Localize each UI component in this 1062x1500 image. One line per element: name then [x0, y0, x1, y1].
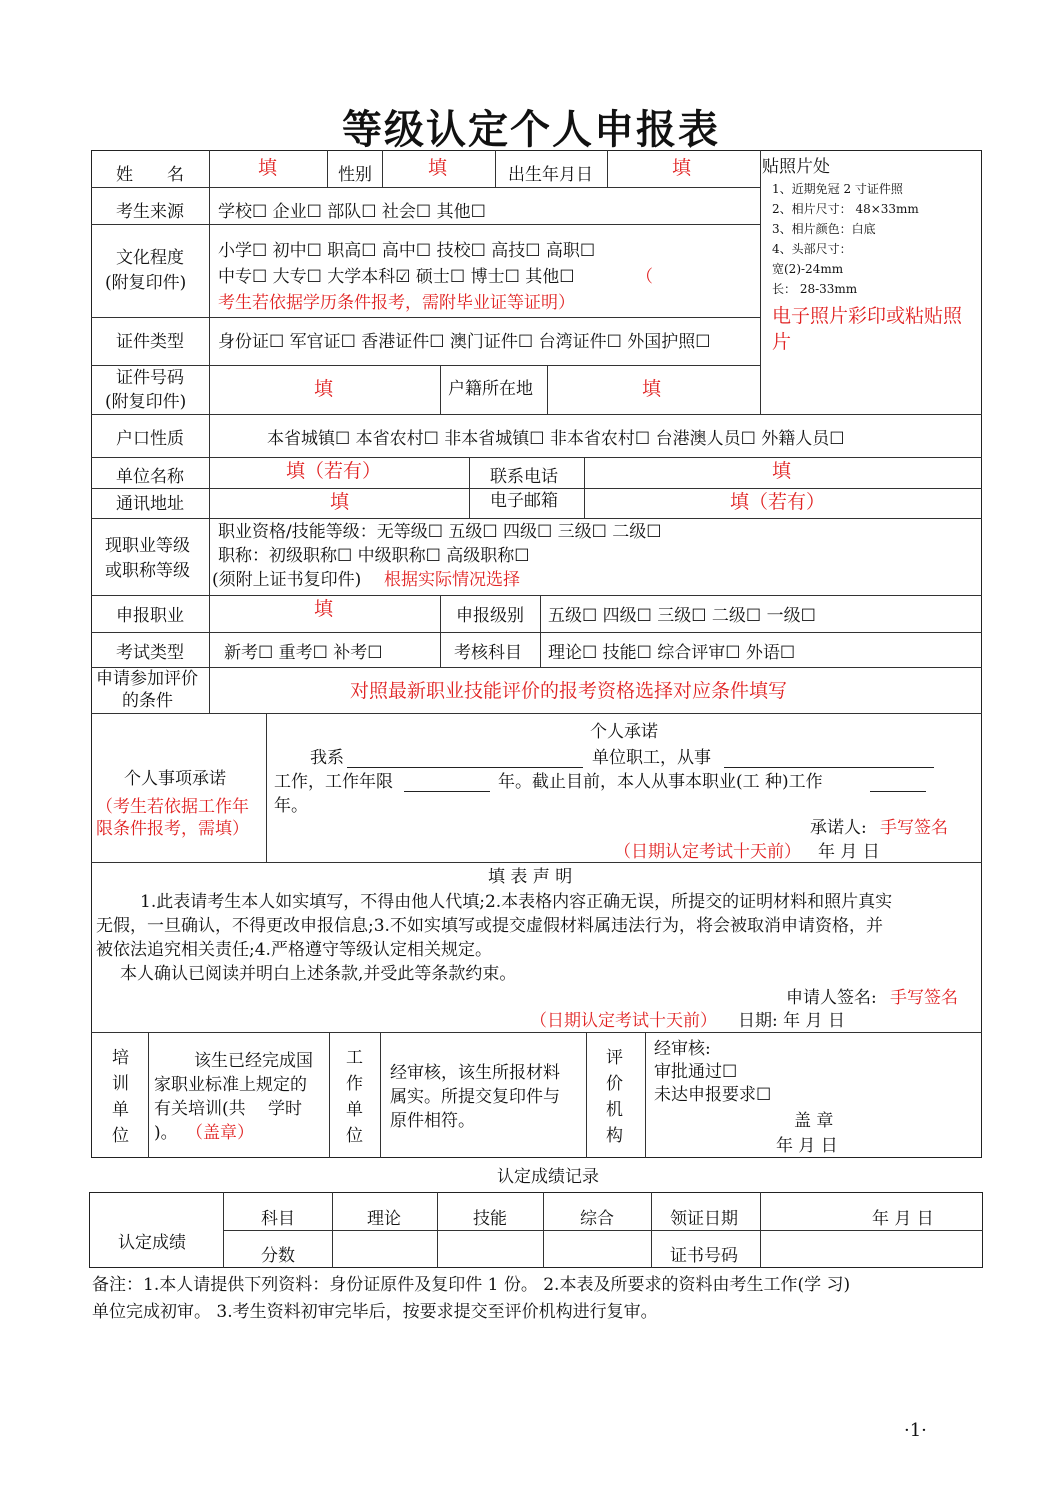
promise-note-2: 限条件报考，需填）	[96, 819, 249, 839]
promise-text-5: 年。	[274, 796, 308, 816]
photo-line-5: 宽(2)-24mm	[772, 262, 844, 276]
email-field[interactable]: 填（若有）	[730, 491, 826, 513]
eval-date: 年 月 日	[776, 1136, 838, 1156]
level-label-2: 或职称等级	[105, 561, 190, 581]
photo-line-1: 1、近期免冠 2 寸证件照	[772, 182, 903, 196]
education-options-1[interactable]: 小学☐ 初中☐ 职高☐ 高中☐ 技校☐ 高技☐ 高职☐	[218, 241, 596, 261]
exam-subject-label: 考核科目	[454, 643, 522, 663]
condition-field[interactable]: 对照最新职业技能评价的报考资格选择对应条件填写	[350, 680, 788, 702]
promise-sign[interactable]: 手写签名	[880, 818, 948, 838]
promise-unit-blank[interactable]	[347, 767, 583, 768]
gender-field[interactable]: 填	[428, 157, 448, 179]
declaration-line-3: 被依法追究相关责任;4.严格遵守等级认定相关规定。	[96, 940, 492, 960]
promise-years-blank[interactable]	[404, 791, 490, 792]
name-field[interactable]: 填	[258, 157, 278, 179]
apply-level-options[interactable]: 五级☐ 四级☐ 三级☐ 二级☐ 一级☐	[548, 606, 816, 626]
exam-type-options[interactable]: 新考☐ 重考☐ 补考☐	[224, 643, 383, 663]
applicant-date-note: （日期认定考试十天前）	[530, 1011, 717, 1031]
train-text-2: 家职业标准上规定的	[154, 1075, 307, 1095]
promise-work-years-blank[interactable]	[870, 791, 926, 792]
condition-label: 申请参加评价	[96, 669, 198, 689]
hukou-type-options[interactable]: 本省城镇☐ 本省农村☐ 非本省城镇☐ 非本省农村☐ 台港澳人员☐ 外籍人员☐	[267, 429, 845, 449]
phone-label: 联系电话	[490, 467, 558, 487]
photo-note: 电子照片彩印或粘贴照片	[772, 305, 963, 353]
record-cert-date-value[interactable]: 年 月 日	[872, 1209, 934, 1229]
name-label: 姓 名	[116, 165, 184, 185]
train-text-3: 有关培训(共 学时	[154, 1099, 303, 1119]
record-cert-no-label: 证书号码	[670, 1246, 738, 1266]
train-text-4: )。	[154, 1123, 178, 1143]
eval-rejected-checkbox[interactable]: 未达申报要求☐	[654, 1085, 772, 1105]
promise-label: 个人事项承诺	[124, 769, 226, 789]
promise-date-note: （日期认定考试十天前）	[614, 842, 801, 862]
record-header-skill: 技能	[473, 1209, 507, 1229]
promise-note: （考生若依据工作年	[96, 797, 249, 817]
id-no-label-2: (附复印件)	[105, 392, 187, 412]
remark-line-1: 备注：1.本人请提供下列资料：身份证原件及复印件 1 份。 2.本表及所要求的资料由考生工作(学 习)	[92, 1275, 851, 1295]
apply-level-label: 申报级别	[456, 606, 524, 626]
record-label: 认定成绩	[118, 1233, 186, 1253]
eval-text-1: 经审核:	[654, 1039, 711, 1059]
education-note-open: （	[636, 267, 653, 287]
record-header-theory: 理论	[367, 1209, 401, 1229]
train-unit-label-3: 单	[112, 1100, 129, 1120]
promise-date[interactable]: 年 月 日	[818, 842, 880, 862]
work-unit-label-2: 作	[346, 1074, 363, 1094]
education-options-2[interactable]: 中专☐ 大专☐ 大学本科☑ 硕士☐ 博士☐ 其他☐	[218, 267, 575, 287]
unit-field[interactable]: 填（若有）	[286, 460, 382, 482]
level-note-red: 根据实际情况选择	[384, 570, 520, 590]
education-label-2: (附复印件)	[105, 273, 187, 293]
eval-org-label-2: 价	[606, 1074, 623, 1094]
level-options-2[interactable]: 职称：初级职称☐ 中级职称☐ 高级职称☐	[218, 546, 530, 566]
unit-label: 单位名称	[116, 467, 184, 487]
eval-org-label-1: 评	[606, 1048, 623, 1068]
declaration-line-2: 无假，一旦确认，不得更改申报信息;3.不如实填写或提交虚假材料属违法行为，将会被取消申请资格，并	[96, 916, 883, 936]
applicant-signer-label: 申请人签名:	[786, 988, 877, 1008]
declaration-title: 填 表 声 明	[488, 867, 573, 887]
record-header-comprehensive: 综合	[580, 1209, 614, 1229]
source-options[interactable]: 学校☐ 企业☐ 部队☐ 社会☐ 其他☐	[218, 202, 486, 222]
promise-signer-label: 承诺人:	[810, 818, 867, 838]
work-unit-label-1: 工	[346, 1048, 363, 1068]
train-unit-label-2: 训	[112, 1074, 129, 1094]
eval-org-label-4: 构	[606, 1126, 623, 1146]
address-label: 通讯地址	[116, 494, 184, 514]
page-title: 等级认定个人申报表	[342, 106, 720, 153]
promise-text-1: 我系	[310, 748, 344, 768]
declaration-line-4: 本人确认已阅读并明白上述条款,并受此等条款约束。	[120, 964, 517, 984]
work-unit-label-3: 单	[346, 1100, 363, 1120]
work-text-1: 经审核，该生所报材料	[390, 1063, 560, 1083]
photo-line-2: 2、相片尺寸： 48×33mm	[772, 202, 919, 216]
apply-job-label: 申报职业	[116, 606, 184, 626]
birth-label: 出生年月日	[508, 165, 593, 185]
remark-line-2: 单位完成初审。 3.考生资料初审完毕后，按要求提交至评价机构进行复审。	[92, 1302, 658, 1322]
hukou-location-field[interactable]: 填	[642, 378, 662, 400]
record-header-subject: 科目	[261, 1209, 295, 1229]
photo-line-4: 4、头部尺寸：	[772, 242, 852, 256]
id-type-options[interactable]: 身份证☐ 军官证☐ 香港证件☐ 澳门证件☐ 台湾证件☐ 外国护照☐	[218, 332, 711, 352]
applicant-sign[interactable]: 手写签名	[890, 988, 958, 1008]
train-text-1: 该生已经完成国	[194, 1051, 313, 1071]
work-text-3: 原件相符。	[390, 1111, 475, 1131]
level-label: 现职业等级	[105, 536, 190, 556]
id-no-label: 证件号码	[116, 368, 184, 388]
exam-subject-options[interactable]: 理论☐ 技能☐ 综合评审☐ 外语☐	[548, 643, 796, 663]
hukou-type-label: 户口性质	[116, 429, 184, 449]
record-header-cert-date: 领证日期	[670, 1209, 738, 1229]
promise-job-blank[interactable]	[724, 767, 934, 768]
work-text-2: 属实。所提交复印件与	[390, 1087, 560, 1107]
email-label: 电子邮箱	[490, 491, 558, 511]
photo-line-3: 3、相片颜色：白底	[772, 222, 876, 236]
page-number: ·1·	[904, 1420, 927, 1441]
apply-job-field[interactable]: 填	[314, 598, 334, 620]
promise-text-2: 单位职工，从事	[592, 748, 711, 768]
promise-text-4: 年。截止目前，本人从事本职业(工 种)工作	[498, 772, 823, 792]
id-type-label: 证件类型	[116, 332, 184, 352]
eval-approved-checkbox[interactable]: 审批通过☐	[654, 1062, 738, 1082]
source-label: 考生来源	[116, 202, 184, 222]
condition-label-2: 的条件	[122, 691, 173, 711]
eval-seal: 盖 章	[794, 1111, 834, 1131]
photo-line-6: 长： 28-33mm	[772, 282, 858, 296]
work-unit-label-4: 位	[346, 1126, 363, 1146]
declaration-line-1: 1.此表请考生本人如实填写，不得由他人代填;2.本表格内容正确无误，所提交的证明材料和照片真实	[140, 892, 893, 912]
promise-title: 个人承诺	[590, 722, 658, 742]
promise-text-3: 工作，工作年限	[274, 772, 393, 792]
phone-field[interactable]: 填	[772, 460, 792, 482]
eval-org-label-3: 机	[606, 1100, 623, 1120]
train-seal: （盖章）	[186, 1123, 254, 1143]
education-note: 考生若依据学历条件报考，需附毕业证等证明）	[218, 293, 575, 313]
train-unit-label-4: 位	[112, 1126, 129, 1146]
education-label: 文化程度	[116, 248, 184, 268]
level-note: (须附上证书复印件)	[212, 570, 362, 590]
hukou-location-label: 户籍所在地	[448, 379, 533, 399]
record-score-label: 分数	[261, 1246, 295, 1266]
level-options-1[interactable]: 职业资格/技能等级：无等级☐ 五级☐ 四级☐ 三级☐ 二级☐	[218, 522, 662, 542]
train-unit-label-1: 培	[112, 1048, 129, 1068]
birth-field[interactable]: 填	[672, 157, 692, 179]
exam-type-label: 考试类型	[116, 643, 184, 663]
id-no-field[interactable]: 填	[314, 378, 334, 400]
gender-label: 性别	[338, 165, 372, 185]
record-title: 认定成绩记录	[497, 1167, 599, 1187]
applicant-date[interactable]: 日期: 年 月 日	[738, 1011, 845, 1031]
address-field[interactable]: 填	[330, 491, 350, 513]
photo-title: 贴照片处	[762, 157, 830, 177]
